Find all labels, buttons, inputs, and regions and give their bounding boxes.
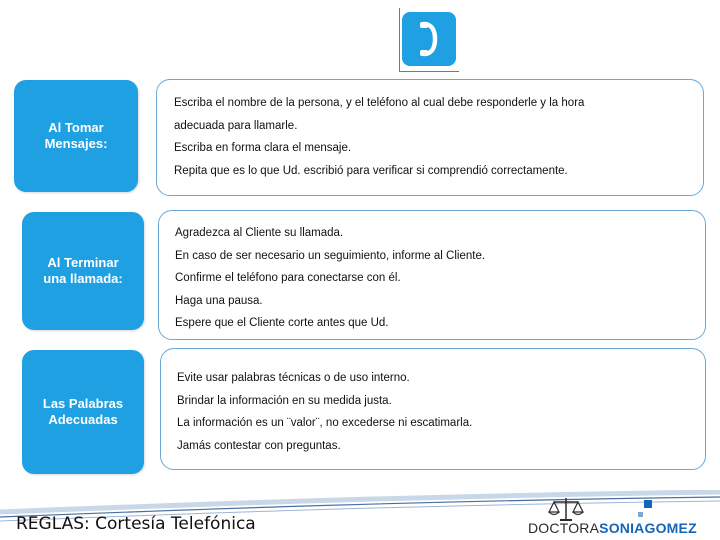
- section-content-tomar-mensajes: [156, 79, 704, 196]
- list-item: Brindar la información en su medida justa.: [177, 394, 392, 407]
- phone-tile: [402, 12, 456, 66]
- section-label-palabras-adecuadas: Las Palabras Adecuadas: [22, 350, 144, 474]
- brand-logo: [528, 492, 718, 538]
- section-label-tomar-mensajes: Al Tomar Mensajes:: [14, 80, 138, 192]
- list-item: Haga una pausa.: [175, 294, 263, 307]
- phone-icon: [418, 21, 440, 57]
- list-item: Jamás contestar con preguntas.: [177, 439, 341, 452]
- list-item: Repita que es lo que Ud. escribió para verificar si comprendió correctamente.: [174, 164, 568, 177]
- list-item: Evite usar palabras técnicas o de uso interno.: [177, 372, 410, 384]
- section-content-terminar-llamada: [158, 210, 706, 340]
- list-item: La información es un ¨valor¨, no excederse ni escatimarla.: [177, 417, 473, 429]
- footer-title: REGLAS: Cortesía Telefónica: [16, 514, 256, 534]
- list-item: adecuada para llamarle.: [174, 119, 298, 132]
- list-item: En caso de ser necesario un seguimiento, informe al Cliente.: [175, 249, 486, 262]
- logo-text: [528, 520, 697, 536]
- logo-squares: [638, 500, 658, 520]
- list-item: Agradezca al Cliente su llamada.: [175, 227, 344, 239]
- logo-text-doctora: DOCTORA: [528, 520, 600, 536]
- logo-text-name: SONIAGOMEZ: [599, 520, 697, 536]
- list-item: Escriba en forma clara el mensaje.: [174, 142, 352, 154]
- section-content-palabras-adecuadas: [160, 348, 706, 470]
- list-item: Escriba el nombre de la persona, y el teléfono al cual debe responderle y la hora: [174, 97, 585, 109]
- section-label-terminar-llamada: Al Terminar una llamada:: [22, 212, 144, 330]
- list-item: Confirme el teléfono para conectarse con él.: [175, 272, 401, 284]
- list-item: Espere que el Cliente corte antes que Ud.: [175, 317, 389, 329]
